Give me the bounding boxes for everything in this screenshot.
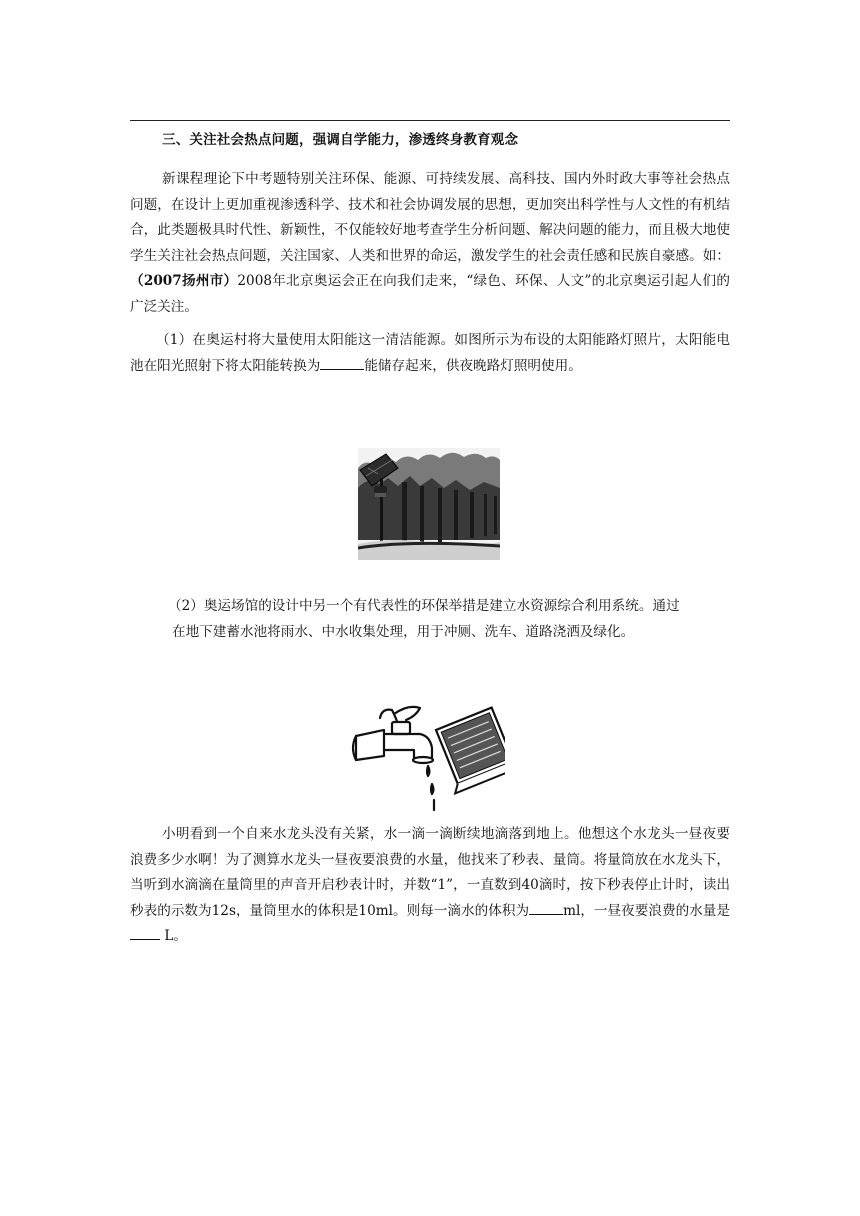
question-3-text: 小明看到一个自来水龙头没有关紧，水一滴一滴断续地滴落到地上。他想这个水龙头一昼夜要浪费多少水啊！为了测算水龙头一昼夜要浪费的水量，他找来了秒表、量筒。将量筒放在水龙头下，当听到水滴滴在量筒里的声音开启秒表计时，并数“1”，一直数到40滴时，按下秒表停止计时，读出秒表的示数为12s，量筒里水的体积是10ml。则每一滴水的体积为 (130, 826, 730, 919)
intro-paragraph (130, 167, 730, 321)
source-label: （2007扬州市） (130, 273, 238, 290)
question-3 (130, 822, 730, 950)
question-2-line1: （2）奥运场馆的设计中另一个有代表性的环保举措是建立水资源综合利用系统。通过 (168, 598, 680, 614)
question-3-unit-ml: ml，一昼夜要浪费的水量是 (563, 902, 730, 919)
question-1-text: （1）在奥运村将大量使用太阳能这一清洁能源。如图所示为布设的太阳能路灯照片，太阳能电池在阳光照射下将太阳能转换为 (130, 332, 730, 374)
answer-blank-drop-volume[interactable] (529, 900, 563, 915)
faucet-icon (350, 700, 505, 815)
solar-streetlight-icon (358, 448, 500, 560)
answer-blank-daily-waste[interactable] (130, 925, 160, 940)
question-3-unit-l: L。 (164, 928, 187, 945)
section-heading: 三、关注社会热点问题，强调自学能力，渗透终身教育观念 (162, 132, 519, 148)
solar-streetlight-image (358, 448, 500, 560)
intro-text: 新课程理论下中考题特别关注环保、能源、可持续发展、高科技、国内外时政大事等社会热点问题，在设计上更加重视渗透科学、技术和社会协调发展的思想，更加突出科学性与人文性的有机结合，此类题极具时代性、新颖性，不仅能较好地考查学生分析问题、解决问题的能力，而且极大地使学生关注社会热点问题，关注国家、人类和世界的命运，激发学生的社会责任感和民族自豪感。如： (130, 171, 730, 264)
question-1-text-after: 能储存起来，供夜晚路灯照明使用。 (364, 357, 582, 374)
header-rule (130, 120, 730, 121)
intro-text-after: 2008年北京奥运会正在向我们走来，“绿色、环保、人文”的北京奥运引起人们的广泛关注。 (130, 273, 730, 315)
question-2-line2: 在地下建蓄水池将雨水、中水收集处理，用于冲厕、洗车、道路浇洒及绿化。 (172, 623, 635, 640)
question-2 (168, 594, 730, 645)
answer-blank-energy[interactable] (320, 355, 364, 370)
faucet-image (350, 700, 505, 815)
question-1 (130, 328, 730, 379)
